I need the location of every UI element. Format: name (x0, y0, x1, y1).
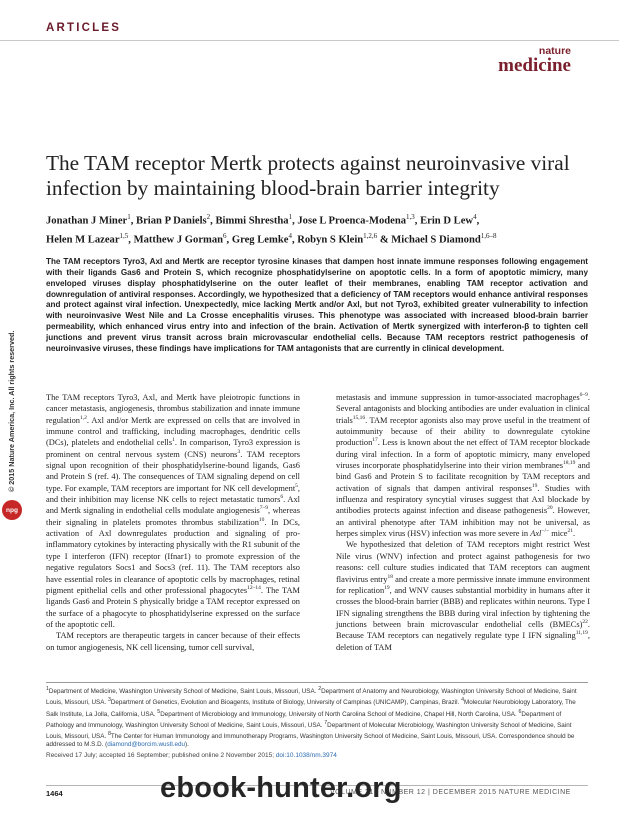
author: Brian P Daniels (136, 215, 207, 227)
correspondence-email-link[interactable]: diamond@borcim.wustl.edu (107, 741, 186, 749)
journal-logo (498, 46, 571, 75)
author: Robyn S Klein (297, 234, 364, 246)
affiliation-ref: 1,6–8 (480, 231, 497, 240)
affiliation-ref: 1,2,6 (363, 231, 378, 240)
body-column-left (46, 392, 300, 653)
author: Helen M Lazear (46, 234, 120, 246)
affiliation-ref: 1 (127, 213, 131, 221)
affiliation-ref: 2 (206, 213, 211, 221)
affiliation-ref: 1 (288, 213, 293, 221)
author: Michael S Diamond (391, 234, 481, 246)
page-number: 1464 (46, 789, 63, 798)
affiliation-ref: 4 (288, 231, 292, 240)
body-paragraph: The TAM receptors Tyro3, Axl, and Mertk have pleiotropic functions in cancer metastasis, angiogenesis, thrombus stabilization and innate immune regulation$^{1,2}$. Axl and/or Mertk are expressed on cells that are involved in immune control and trafficking, including macrophages, dendritic cells (DCs), platelets and endothelial cells$^1$. In comparison, Tyro3 expression is prominent on central nervous system (CNS) neurons$^3$. TAM receptors signal upon recognition of their phosphatidylserine-bound ligands, Gas6 and Protein S (ref. 4). The consequences of TAM signaling depend on cell type. For example, TAM receptors are important for NK cell development$^5$, and their inhibition may license NK cells to reject metastatic tumors$^6$. Axl and Mertk signaling in endothelial cells modulate angiogenesis$^{7-9}$, whereas their signaling in platelets promotes thrombus stabilization$^{10}$. In DCs, activation of Axl downregulates production and signaling of pro-inflammatory cytokines by interacting physically with the R1 subunit of the type I interferon (IFN) receptor (Ifnar1) to promote expression of the negative regulators Socs1 and Socs3 (ref. 11). The TAM receptors also have essential roles in clearance of apoptotic cells by macrophages, retinal pigment epithelial cells and other professional phagocytes$^{12-14}$. The TAM ligands Gas6 and Protein S physically bridge a TAM receptor expressed on the surface of a phagocyte to phosphatidylserine expressed on the surface of the apoptotic cell. (46, 393, 301, 629)
affiliation-ref: 1,3 (406, 213, 415, 221)
doi-link[interactable]: doi:10.1038/nm.3974 (275, 752, 337, 759)
journal-logo-line1: nature (538, 45, 571, 57)
journal-logo-line2: medicine (498, 54, 571, 76)
body-paragraph: We hypothesized that deletion of TAM receptors might restrict West Nile virus (WNV) infection and protect against pathogenesis for two reasons: cell culture studies indicated that TAM receptors can augment flavivirus entry$^{18}$ and create a more permissive innate immune environment for replication$^{19}$, and WNV causes substantial morbidity in humans after it crosses the blood-brain barrier (BBB) and replicates within neurons. Type I IFN signaling strengthens the BBB during viral infection by tightening the junctions between brain microvascular endothelial cells (BMECs)$^{22}$. Because TAM receptors can negatively regulate type I IFN signaling$^{11,19}$, deletion of TAM (336, 540, 590, 652)
article-title: The TAM receptor Mertk protects against neuroinvasive viral infection by maintaining blood-brain barrier integrity (46, 151, 570, 200)
author-list: Jonathan J Miner$^1$, Brian P Daniels$^2$, Bimmi Shrestha$^1$, Jose L Proenca-Modena$^{1,3}$, Erin D Lew$^4$, Helen M Lazear$^{1,5}$, Matthew J Gorman$^6$, Greg Lemke$^4$, Robyn S Klein$^{1,2,6}$ & Michael S Diamond$^{1,6-8}$ (46, 213, 497, 246)
author: Greg Lemke (231, 234, 289, 246)
body-paragraph: metastasis and immune suppression in tumor-associated macrophages$^{6-9}$. Several antagonists and blocking antibodies are under evaluation in clinical trials$^{15,16}$. TAM receptor agonists also may prove useful in the treatment of autoimmunity because of their ability to downregulate cytokine production$^{17}$. Less is known about the net effect of TAM receptor blockade during viral infection. In a form of apoptotic mimicry, many enveloped viruses incorporate phosphatidylserine into their virion membranes$^{18,19}$ and bind Gas6 and Protein S to facilitate recognition by TAM receptors and activation of signals that dampen antiviral responses$^{19}$. Studies with influenza and respiratory syncytial viruses suggest that Axl blockade by antibodies protects against infection and disease pathogenesis$^{20}$. However, an antiviral phenotype after TAM inhibition may not be universal, as herpes simplex virus (HSV) infection was more severe in Axl−/− mice$^{21}$. (336, 392, 590, 539)
author: Erin D Lew (420, 215, 474, 227)
affiliation-ref: 1,5 (119, 231, 129, 240)
watermark: ebook-hunter.org (160, 772, 402, 804)
footnote-divider (46, 682, 588, 683)
footer-journal-info: VOLUME 21 | NUMBER 12 | DECEMBER 2015 NATURE MEDICINE (330, 789, 571, 796)
body-paragraph: TAM receptors are therapeutic targets in cancer because of their effects on tumor angiogenesis, NK cell licensing, tumor cell survival, (46, 631, 300, 652)
author: Jose L Proenca-Modena (297, 215, 407, 227)
copyright-vertical (4, 292, 18, 492)
npg-logo-icon: npg (2, 500, 22, 520)
affiliation-ref: 6 (223, 231, 227, 240)
author: Bimmi Shrestha (215, 215, 289, 227)
header-divider (0, 40, 619, 41)
abstract: The TAM receptors Tyro3, Axl and Mertk are receptor tyrosine kinases that dampen host innate immune responses following engagement with their ligands Gas6 and Protein S, which recognize phosphatidylserine on apoptotic cells. In a form of apoptotic mimicry, many enveloped viruses display phosphatidylserine on the outer leaflet of their membranes, enabling TAM receptor activation and downregulation of antiviral responses. Accordingly, we hypothesized that a deficiency of TAM receptors would enhance antiviral responses and protect against viral infection. Unexpectedly, mice lacking Mertk and/or Axl, but not Tyro3, exhibited greater vulnerability to infection with neuroinvasive West Nile and La Crosse encephalitis viruses. This phenotype was associated with increased blood-brain barrier permeability, which enhanced virus entry into and infection of the brain. Activation of Mertk synergized with interferon-β to tighten cell junctions and prevent virus transit across brain microvascular endothelial cells. Because TAM receptors restrict pathogenesis of neuroinvasive viruses, these findings have implications for TAM antagonists that are currently in clinical development. (46, 257, 588, 353)
section-label: ARTICLES (46, 22, 122, 34)
affiliation-ref: 4 (473, 213, 477, 221)
publication-dates: Received 17 July; accepted 16 September; published online 2 November 2015; doi:10.1038/nm.3974 (46, 752, 337, 759)
body-column-right (336, 392, 590, 653)
affiliations: $^1$Department of Medicine, Washington University School of Medicine, Saint Louis, Missouri, USA. $^2$Department of Anatomy and Neurobiology, Washington University School of Medicine, Saint Louis, Missouri, USA. $^3$Department of Genetics, Evolution and Bioagents, Institute of Biology, University of Campinas (UNICAMP), Campinas, Brazil. $^4$Molecular Neurobiology Laboratory, The Salk Institute, La Jolla, California, USA. $^5$Department of Microbiology and Immunology, University of North Carolina School of Medicine, Chapel Hill, North Carolina, USA. $^6$Department of Pathology and Immunology, Washington University School of Medicine, Saint Louis, Missouri, USA. $^7$Department of Molecular Microbiology, Washington University School of Medicine, Saint Louis, Missouri, USA. $^8$The Center for Human Immunology and Immunotherapy Programs, Washington University School of Medicine, Saint Louis, Missouri, USA. Correspondence should be addressed to M.S.D. (diamond@borcim.wustl.edu). (46, 686, 577, 749)
author: Jonathan J Miner (46, 215, 128, 227)
author: Matthew J Gorman (133, 234, 224, 246)
copyright-text: © 2015 Nature America, Inc. All rights reserved. (7, 330, 16, 492)
